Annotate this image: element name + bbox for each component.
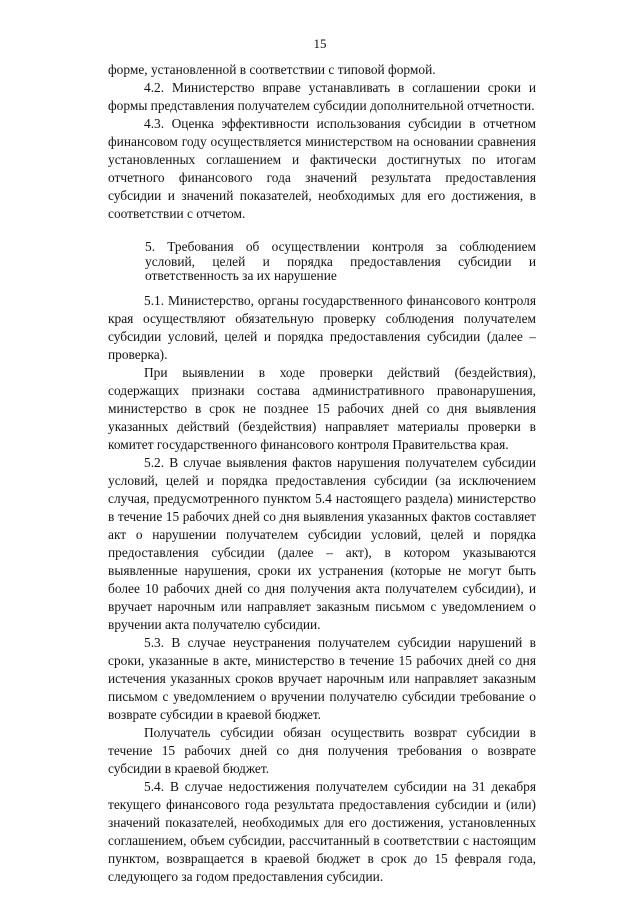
paragraph-continuation: форме, установленной в соответствии с типовой формой.	[108, 62, 436, 77]
paragraph-5-2: 5.2. В случае выявления фактов нарушения получателем субсидии условий, целей и порядка предоставления субсидии (за исключением случая, предусмотренного пунктом 5.4 настоящего раздела) министерство в течение 15 рабочих дней со дня выявления указанных фактов составляет акт о нарушении получателем субсидии условий, целей и порядка предоставления субсидии (далее – акт), в котором указываются выявленные нарушения, сроки их устранения (которые не могут быть более 10 рабочих дней со дня получения акта получателем субсидии), и вручает нарочным или направляет заказным письмом с уведомлением о вручении акта получателю субсидии.	[108, 454, 536, 632]
paragraph-4-2: 4.2. Министерство вправе устанавливать в соглашении сроки и формы представления получателем субсидии дополнительной отчетности.	[108, 80, 536, 113]
document-body	[108, 61, 536, 886]
paragraph-5-3-return: Получатель субсидии обязан осуществить возврат субсидии в течение 15 рабочих дней со дня получения требования о возврате субсидии в краевой бюджет.	[108, 724, 536, 776]
paragraph-5-1-violations: При выявлении в ходе проверки действий (бездействия), содержащих признаки состава административного правонарушения, министерство в срок не позднее 15 рабочих дней со дня выявления указанных действий (бездействия) направляет материалы проверки в комитет государственного финансового контроля Правительства края.	[108, 364, 536, 452]
paragraph-5-4: 5.4. В случае недостижения получателем субсидии на 31 декабря текущего финансового года результата предоставления субсидии и (или) значений показателей, необходимых для его достижения, установленных соглашением, объем субсидии, рассчитанный в соответствии с настоящим пунктом, возвращается в краевой бюджет в срок до 15 февраля года, следующего за годом предоставления субсидии.	[108, 778, 536, 884]
section-5-title: 5. Требования об осуществлении контроля за соблюдением условий, целей и порядка предоставления субсидии и ответственность за их нарушение	[145, 239, 536, 283]
paragraph-5-3: 5.3. В случае неустранения получателем субсидии нарушений в сроки, указанные в акте, министерство в течение 15 рабочих дней со дня истечения указанных сроков вручает нарочным или направляет заказным письмом с уведомлением о вручении получателю субсидии требование о возврате субсидии в краевой бюджет.	[108, 634, 536, 722]
page-number: 15	[313, 36, 327, 51]
paragraph-4-3: 4.3. Оценка эффективности использования субсидии в отчетном финансовом году осуществляется министерством на основании сравнения установленных соглашением и фактически достигнутых по итогам отчетного финансового года значений результата предоставления субсидии и значений показателей, необходимых для его достижения, в соответствии с отчетом.	[108, 116, 536, 221]
paragraph-5-1: 5.1. Министерство, органы государственного финансового контроля края осуществляют обязательную проверку соблюдения получателем субсидии условий, целей и порядка предоставления субсидии (далее – проверка).	[108, 292, 536, 362]
